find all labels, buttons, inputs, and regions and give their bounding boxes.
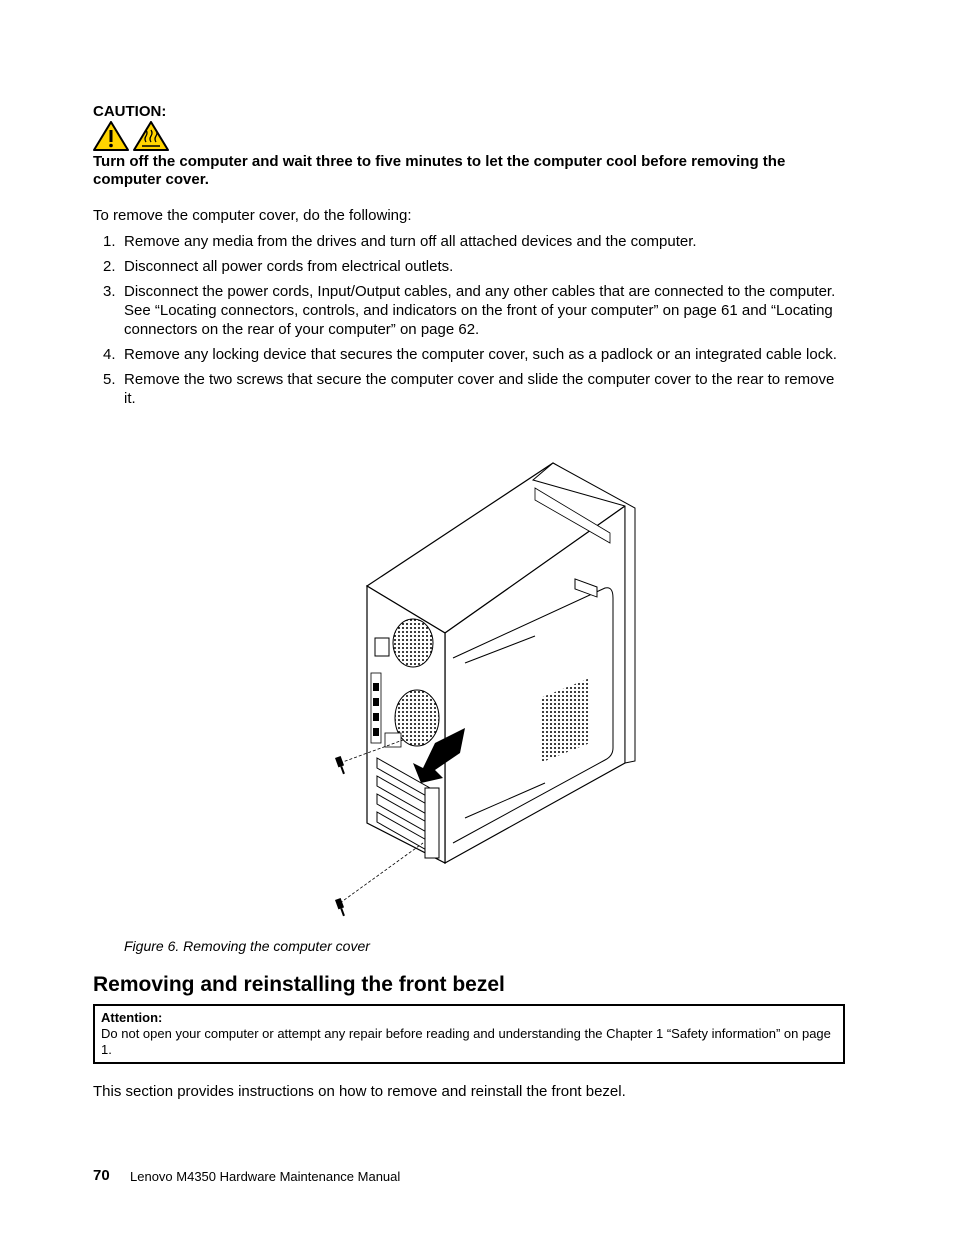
step-text: Disconnect the power cords, Input/Output cables, and any other cables that are connected to the computer. See “Locating connectors, controls, and indicators on the front of your computer” on page 61 and “Locating connectors on the rear of your computer” on page 62. [124,283,836,338]
attention-notice [93,1004,845,1064]
step-number: 1. [103,233,116,250]
caution-icons [93,121,171,151]
step-number: 5. [103,371,116,388]
caution-label: CAUTION: [93,103,167,120]
step-number: 3. [103,283,116,300]
list-item [93,257,838,276]
step-text: Remove any locking device that secures the computer cover, such as a padlock or an integrated cable lock. [124,346,837,363]
warning-triangle-icon [94,122,128,150]
step-text: Remove the two screws that secure the computer cover and slide the computer cover to the rear to remove it. [124,371,835,407]
caution-text: Turn off the computer and wait three to five minutes to let the computer cool before removing the computer cover. [93,153,786,188]
computer-cover-illustration [325,458,645,918]
screw-icon [335,898,347,917]
step-text: Remove any media from the drives and turn off all attached devices and the computer. [124,233,697,250]
list-item [93,345,838,364]
hot-surface-icon [134,122,168,150]
page-number: 70 [93,1167,110,1184]
step-number: 2. [103,258,116,275]
list-item [93,282,838,339]
steps-list [93,232,838,414]
screw-icon [335,756,347,775]
list-item [93,232,838,251]
step-text: Disconnect all power cords from electrical outlets. [124,258,454,275]
attention-title: Attention: [101,1010,163,1025]
attention-text: Do not open your computer or attempt any repair before reading and understanding the Chapter 1 “Safety information” on page 1. [101,1026,831,1057]
list-item [93,370,838,408]
intro-text: To remove the computer cover, do the following: [93,207,412,224]
section-heading: Removing and reinstalling the front bezel [93,973,505,996]
step-number: 4. [103,346,116,363]
footer-title: Lenovo M4350 Hardware Maintenance Manual [130,1169,401,1184]
section-text: This section provides instructions on how to remove and reinstall the front bezel. [93,1083,626,1100]
figure-caption: Figure 6. Removing the computer cover [124,938,370,954]
